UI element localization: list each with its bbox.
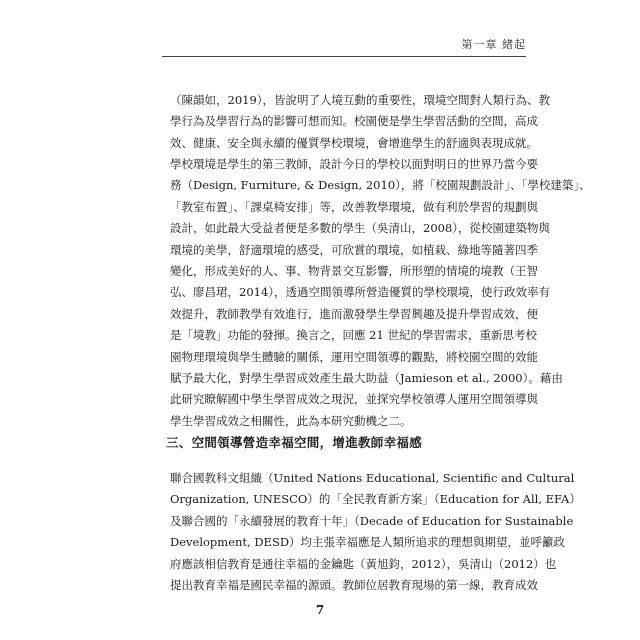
section-heading: 三、空間領導營造幸福空間，增進教師幸福感 xyxy=(166,435,423,450)
text-line: 變化，形成美好的人、事、物背景交互影響，所形塑的情境的境教（王智 xyxy=(170,263,538,278)
text-line: 環境的美學，舒適環境的感受，可欣賞的環境，如植栽、綠地等隨著四季 xyxy=(170,242,538,257)
text-line: 賦予最大化，對學生學習成效產生最大助益（Jamieson et al., 2000）。藉由 xyxy=(170,370,563,385)
paragraph-3 xyxy=(170,468,581,596)
text-line: 學行為及學習行為的影響可想而知。校園便是學生學習活動的空間，高成 xyxy=(170,114,538,129)
text-line: Organization, UNESCO）的「全民教育新方案」（Education for All, EFA） xyxy=(170,492,581,507)
header-rule xyxy=(162,56,526,57)
text-line: 府應該相信教育是通往幸福的金鑰匙（黃旭鈞，2012），吳清山（2012）也 xyxy=(170,556,557,571)
text-line: 提出教育幸福是國民幸福的源頭。教師位居教育現場的第一線，教育成效 xyxy=(170,577,538,592)
text-line: 設計，如此最大受益者便是多數的學生（吳清山，2008），從校園建築物與 xyxy=(170,221,551,236)
text-line: 學生學習成效之相關性，此為本研究動機之二。 xyxy=(170,413,412,428)
text-line: 聯合國教科文組織（United Nations Educational, Scientific and Cultural xyxy=(170,471,575,485)
paragraph-2 xyxy=(170,154,591,432)
text-line: 學校環境是學生的第三教師，設計今日的學校以面對明日的世界乃當今要 xyxy=(170,157,538,171)
text-line: 效提升，教師教學有效進行，進而激發學生學習興趣及提升學習成效，便 xyxy=(170,306,538,321)
text-line: 園物理環境與學生體驗的關係，運用空間領導的觀點，將校園空間的效能 xyxy=(170,349,538,364)
text-line: （陳韻如，2019），皆說明了人境互動的重要性，環境空間對人類行為、教 xyxy=(170,93,551,107)
text-line: 是「境教」功能的發揮。換言之，回應 21 世紀的學習需求，重新思考校 xyxy=(170,328,537,343)
text-line: 及聯合國的「永續發展的教育十年」（Decade of Education for Sustainable xyxy=(170,513,574,528)
text-line: Development, DESD）均主張幸福應是人類所追求的理想與期望，並呼籲政 xyxy=(170,535,566,550)
text-line: 務（Design, Furniture, & Design, 2010），將「校園規劃設計」、「學校建築」、 xyxy=(170,178,591,193)
page-number: 7 xyxy=(315,603,325,617)
text-line: 效、健康、安全與永續的優質學校環境，會增進學生的舒適與表現成就。 xyxy=(170,135,538,150)
paragraph-1 xyxy=(170,90,551,154)
text-line: 弘、廖昌珺，2014），透過空間領導所營造優質的學校環境，使行政效率有 xyxy=(170,285,551,300)
running-head: 第一章 緒起 xyxy=(461,38,526,51)
text-line: 此研究瞭解國中學生學習成效之現況，並探究學校領導人運用空間領導與 xyxy=(170,392,538,407)
text-line: 「教室布置」、「課桌椅安排」等，改善教學環境，做有利於學習的規劃與 xyxy=(170,199,538,214)
